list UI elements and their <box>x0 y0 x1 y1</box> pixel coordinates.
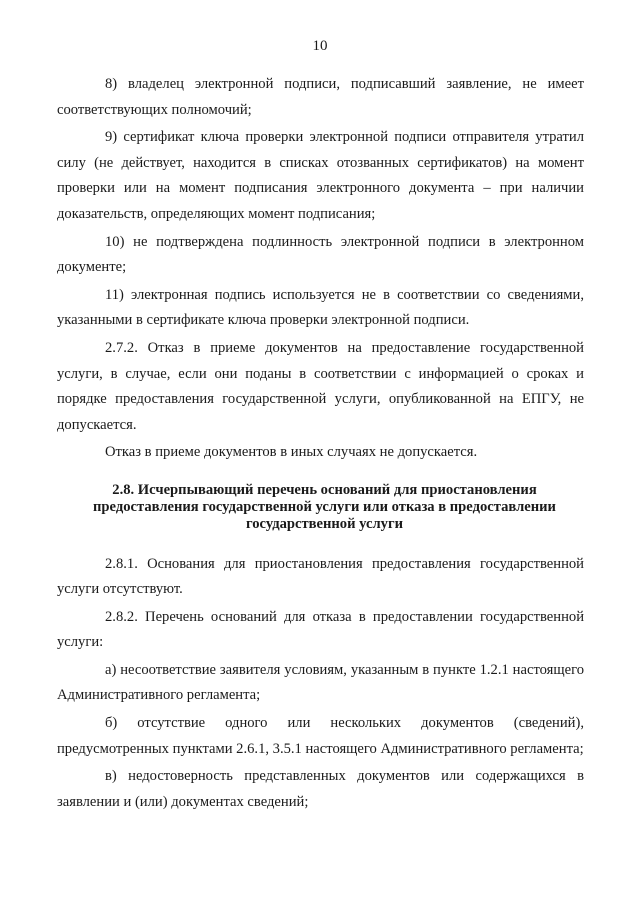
page-number: 10 <box>312 38 328 54</box>
paragraph-item-v: в) недостоверность представленных документов или содержащихся в заявлении и (или) документах сведений; <box>57 768 584 810</box>
paragraph-refusal-other-cases: Отказ в приеме документов в иных случаях не допускается. <box>105 444 478 461</box>
spacer <box>57 534 584 552</box>
paragraph-item-9: 9) сертификат ключа проверки электронной подписи отправителя утратил силу (не действует, находится в списках отозванных сертификатов) на момент проверки или на момент подписания электронного документа – при наличии доказательств, определяющих момент подписания; <box>57 129 584 222</box>
section-heading-2-8: 2.8. Исчерпывающий перечень оснований для приостановления предоставления государственной услуги или отказа в предоставлении государственной услуги <box>93 481 556 533</box>
paragraph-2-8-1: 2.8.1. Основания для приостановления предоставления государственной услуги отсутствуют. <box>57 555 584 598</box>
spacer <box>57 468 584 482</box>
paragraph-2-8-2: 2.8.2. Перечень оснований для отказа в предоставлении государственной услуги: <box>57 608 584 651</box>
paragraph-item-8: 8) владелец электронной подписи, подписавший заявление, не имеет соответствующих полномочий; <box>57 76 584 118</box>
paragraph-2-7-2: 2.7.2. Отказ в приеме документов на предоставление государственной услуги, в случае, если они поданы в соответствии с информацией о сроках и порядке предоставления государственной услуги, опубликованной на ЕПГУ, не допускается. <box>57 339 584 433</box>
paragraph-item-b: б) отсутствие одного или нескольких документов (сведений), предусмотренных пунктами 2.6.1, 3.5.1 настоящего Административного регламента; <box>57 715 584 757</box>
paragraph-item-10: 10) не подтверждена подлинность электронной подписи в электронном документе; <box>57 233 584 276</box>
document-body <box>57 72 584 817</box>
paragraph-item-11: 11) электронная подпись используется не в соответствии со сведениями, указанными в сертификате ключа проверки электронной подписи. <box>57 286 584 329</box>
paragraph-item-a: а) несоответствие заявителя условиям, указанным в пункте 1.2.1 настоящего Административного регламента; <box>57 661 584 704</box>
